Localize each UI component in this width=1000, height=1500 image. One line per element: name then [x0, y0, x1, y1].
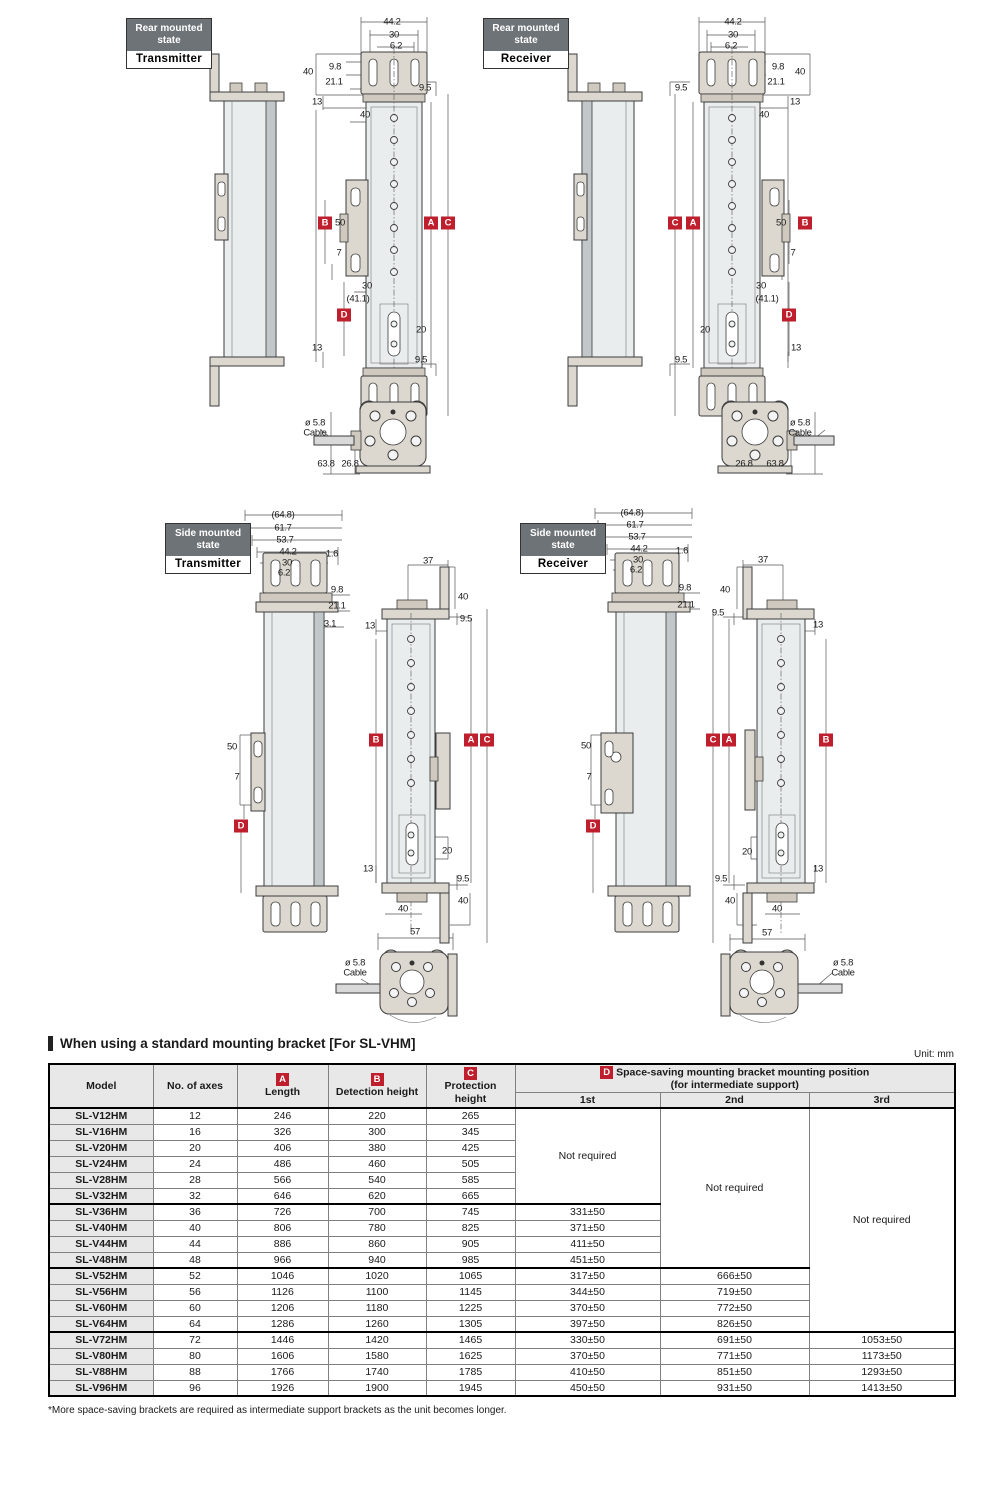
protection-cell: 1145 — [426, 1284, 515, 1300]
diagram-side-transmitter — [160, 505, 520, 1032]
protection-cell: 665 — [426, 1188, 515, 1204]
header-position-sublabel: (for intermediate support) — [670, 1078, 799, 1091]
length-cell: 646 — [237, 1188, 328, 1204]
dim-label: 20 — [416, 324, 426, 336]
length-cell: 1286 — [237, 1316, 328, 1332]
header-detection-label: Detection height — [335, 1086, 419, 1099]
detection-cell: 940 — [328, 1252, 426, 1268]
axes-cell: 88 — [153, 1364, 237, 1380]
axes-cell: 36 — [153, 1204, 237, 1220]
dim-label: 9.5 — [456, 873, 470, 885]
ref-letter-b: B — [819, 734, 833, 747]
model-cell: SL-V16HM — [49, 1124, 153, 1140]
dim-label: 40 — [458, 895, 468, 907]
dim-label: 9.5 — [714, 873, 728, 885]
diagram-rear-transmitter — [118, 12, 468, 494]
protection-cell: 1065 — [426, 1268, 515, 1284]
length-cell: 1446 — [237, 1332, 328, 1348]
detection-cell: 1100 — [328, 1284, 426, 1300]
header-position-label: Space-saving mounting bracket mounting position — [616, 1066, 870, 1078]
cable-diameter-label: ø 5.8 — [304, 417, 326, 429]
side-receiver-drawing — [515, 505, 890, 1032]
header-axes: No. of axes — [153, 1064, 237, 1108]
ref-letter-d: D — [234, 820, 248, 833]
dim-label: 9.8 — [330, 584, 344, 596]
dim-label: 30 — [728, 29, 738, 41]
axes-cell: 44 — [153, 1236, 237, 1252]
model-cell: SL-V56HM — [49, 1284, 153, 1300]
dim-label: 9.8 — [678, 582, 692, 594]
dim-label: 9.5 — [711, 607, 725, 619]
table-row — [49, 1332, 955, 1348]
dim-label: 20 — [700, 324, 710, 336]
dim-label: 13 — [312, 342, 322, 354]
protection-cell: 905 — [426, 1236, 515, 1252]
dim-label: 30 — [362, 280, 372, 292]
axes-cell: 64 — [153, 1316, 237, 1332]
dim-label: 40 — [725, 895, 735, 907]
protection-cell: 1225 — [426, 1300, 515, 1316]
detection-cell: 1420 — [328, 1332, 426, 1348]
protection-cell: 825 — [426, 1220, 515, 1236]
model-cell: SL-V12HM — [49, 1108, 153, 1124]
dim-label: 40 — [795, 66, 805, 78]
model-cell: SL-V80HM — [49, 1348, 153, 1364]
axes-cell: 24 — [153, 1156, 237, 1172]
protection-cell: 265 — [426, 1108, 515, 1124]
length-cell: 486 — [237, 1156, 328, 1172]
dim-label: 9.8 — [771, 61, 785, 73]
axes-cell: 72 — [153, 1332, 237, 1348]
ref-letter-a: A — [722, 734, 736, 747]
detection-cell: 700 — [328, 1204, 426, 1220]
header-length — [237, 1064, 328, 1108]
position-1st-cell: 330±50 — [515, 1332, 660, 1348]
dim-label: 50 — [776, 217, 786, 229]
dim-label: 63.8 — [317, 458, 335, 470]
dim-label: 6.2 — [724, 40, 738, 52]
dim-label: 44.2 — [630, 543, 648, 555]
length-cell: 966 — [237, 1252, 328, 1268]
dim-label: 20 — [442, 845, 452, 857]
position-1st-cell: 331±50 — [515, 1204, 660, 1220]
cable-diameter-label: ø 5.8 — [789, 417, 811, 429]
position-2nd-cell: 826±50 — [660, 1316, 809, 1332]
dim-label: (64.8) — [620, 507, 644, 519]
dim-label: 37 — [758, 554, 768, 566]
position-2nd-cell: 851±50 — [660, 1364, 809, 1380]
detection-cell: 1900 — [328, 1380, 426, 1396]
position-1st-cell: 370±50 — [515, 1300, 660, 1316]
ref-letter-c: C — [668, 217, 682, 230]
dim-label: 61.7 — [274, 522, 292, 534]
model-cell: SL-V32HM — [49, 1188, 153, 1204]
badge-device-label: Receiver — [537, 558, 589, 570]
dim-label: 9.5 — [674, 354, 688, 366]
length-cell: 806 — [237, 1220, 328, 1236]
dim-label: 53.7 — [628, 531, 646, 543]
model-cell: SL-V24HM — [49, 1156, 153, 1172]
position-1st-cell: 370±50 — [515, 1348, 660, 1364]
protection-cell: 505 — [426, 1156, 515, 1172]
length-cell: 1606 — [237, 1348, 328, 1364]
position-1st-cell: 371±50 — [515, 1220, 660, 1236]
header-3rd: 3rd — [809, 1092, 955, 1108]
ref-letter-c: C — [706, 734, 720, 747]
dim-label: 26.8 — [341, 458, 359, 470]
dim-label: 40 — [303, 66, 313, 78]
dim-label: 40 — [398, 903, 408, 915]
length-cell: 1126 — [237, 1284, 328, 1300]
dim-label: 40 — [720, 584, 730, 596]
badge-side-receiver — [520, 523, 606, 574]
detection-cell: 860 — [328, 1236, 426, 1252]
ref-letter-c: C — [480, 734, 494, 747]
dim-label: 1.6 — [675, 545, 689, 557]
dim-label: 7 — [234, 771, 240, 783]
ref-letter-d: D — [782, 309, 796, 322]
position-1st-cell: 411±50 — [515, 1236, 660, 1252]
ref-letter-d: D — [586, 820, 600, 833]
ref-letter-a: A — [424, 217, 438, 230]
dim-label: 26.8 — [735, 458, 753, 470]
unit-label: Unit: mm — [914, 1049, 954, 1060]
ref-letter-c: C — [441, 217, 455, 230]
model-cell: SL-V72HM — [49, 1332, 153, 1348]
axes-cell: 16 — [153, 1124, 237, 1140]
dim-label: 7 — [336, 247, 342, 259]
model-cell: SL-V36HM — [49, 1204, 153, 1220]
position-1st-cell: 344±50 — [515, 1284, 660, 1300]
dim-label: 13 — [365, 620, 375, 632]
dim-label: 13 — [790, 96, 800, 108]
header-2nd: 2nd — [660, 1092, 809, 1108]
ref-letter-c: C — [464, 1067, 477, 1080]
position-1st-cell: 410±50 — [515, 1364, 660, 1380]
dim-label: 30 — [633, 554, 643, 566]
position-2nd-cell: 771±50 — [660, 1348, 809, 1364]
model-cell: SL-V44HM — [49, 1236, 153, 1252]
badge-state-label: Rear mounted state — [127, 19, 211, 51]
dim-label: 30 — [282, 557, 292, 569]
footnote: *More space-saving brackets are required as intermediate support brackets as the unit becomes longer. — [48, 1405, 507, 1416]
dim-label: 9.5 — [418, 82, 432, 94]
badge-side-transmitter — [165, 523, 251, 574]
dim-label: (41.1) — [346, 293, 370, 305]
detection-cell: 1260 — [328, 1316, 426, 1332]
model-cell: SL-V20HM — [49, 1140, 153, 1156]
dim-label: 6.2 — [629, 564, 643, 576]
position-3rd-cell: 1053±50 — [809, 1332, 955, 1348]
table-row — [49, 1348, 955, 1364]
length-cell: 246 — [237, 1108, 328, 1124]
protection-cell: 985 — [426, 1252, 515, 1268]
table-body — [49, 1108, 955, 1396]
dim-label: 30 — [389, 29, 399, 41]
dim-label: 21.1 — [325, 76, 343, 88]
detection-cell: 780 — [328, 1220, 426, 1236]
badge-state-label: Rear mounted state — [484, 19, 568, 51]
model-cell: SL-V88HM — [49, 1364, 153, 1380]
axes-cell: 48 — [153, 1252, 237, 1268]
position-2nd-cell: 931±50 — [660, 1380, 809, 1396]
dim-label: 21.1 — [767, 76, 785, 88]
axes-cell: 40 — [153, 1220, 237, 1236]
axes-cell: 96 — [153, 1380, 237, 1396]
detection-cell: 300 — [328, 1124, 426, 1140]
dim-label: 63.8 — [766, 458, 784, 470]
dim-label: 50 — [335, 217, 345, 229]
length-cell: 1766 — [237, 1364, 328, 1380]
badge-rear-transmitter — [126, 18, 212, 69]
position-3rd-cell: 1173±50 — [809, 1348, 955, 1364]
length-cell: 886 — [237, 1236, 328, 1252]
dim-label: 6.2 — [277, 567, 291, 579]
length-cell: 1206 — [237, 1300, 328, 1316]
mounting-bracket-table — [48, 1063, 956, 1397]
position-2nd-cell: 772±50 — [660, 1300, 809, 1316]
cable-label: Cable — [343, 967, 367, 979]
section-title: When using a standard mounting bracket [For SL-VHM] — [48, 1036, 416, 1051]
dim-label: 44.2 — [724, 16, 742, 28]
dim-label: 9.5 — [674, 82, 688, 94]
table-row — [49, 1364, 955, 1380]
dim-label: (64.8) — [271, 509, 295, 521]
position-3rd-cell: 1293±50 — [809, 1364, 955, 1380]
dim-label: 37 — [423, 555, 433, 567]
dim-label: 13 — [813, 863, 823, 875]
protection-cell: 1785 — [426, 1364, 515, 1380]
table-row — [49, 1108, 955, 1124]
dim-label: 40 — [759, 109, 769, 121]
axes-cell: 12 — [153, 1108, 237, 1124]
dim-label: 50 — [581, 740, 591, 752]
dim-label: 57 — [410, 926, 420, 938]
protection-cell: 1625 — [426, 1348, 515, 1364]
dim-label: 1.6 — [325, 548, 339, 560]
protection-cell: 1945 — [426, 1380, 515, 1396]
detection-cell: 460 — [328, 1156, 426, 1172]
model-cell: SL-V60HM — [49, 1300, 153, 1316]
badge-rear-receiver — [483, 18, 569, 69]
length-cell: 406 — [237, 1140, 328, 1156]
protection-cell: 745 — [426, 1204, 515, 1220]
dim-label: 40 — [458, 591, 468, 603]
position-1st-cell: 451±50 — [515, 1252, 660, 1268]
length-cell: 326 — [237, 1124, 328, 1140]
length-cell: 566 — [237, 1172, 328, 1188]
detection-cell: 220 — [328, 1108, 426, 1124]
ref-letter-b: B — [318, 217, 332, 230]
model-cell: SL-V52HM — [49, 1268, 153, 1284]
position-2nd-cell: 719±50 — [660, 1284, 809, 1300]
ref-letter-b: B — [369, 734, 383, 747]
dim-label: 30 — [756, 280, 766, 292]
position-2nd-merged-cell: Not required — [660, 1108, 809, 1268]
detection-cell: 1740 — [328, 1364, 426, 1380]
axes-cell: 80 — [153, 1348, 237, 1364]
axes-cell: 60 — [153, 1300, 237, 1316]
dim-label: 53.7 — [276, 534, 294, 546]
model-cell: SL-V40HM — [49, 1220, 153, 1236]
cable-label: Cable — [303, 427, 327, 439]
ref-letter-b: B — [371, 1073, 384, 1086]
position-2nd-cell: 666±50 — [660, 1268, 809, 1284]
axes-cell: 32 — [153, 1188, 237, 1204]
diagram-side-receiver — [515, 505, 890, 1032]
header-protection-label: Protection height — [444, 1080, 497, 1105]
dim-label: 9.5 — [414, 354, 428, 366]
dim-label: 7 — [586, 771, 592, 783]
dim-label: 21.1 — [677, 599, 695, 611]
cable-label: Cable — [831, 967, 855, 979]
dim-label: 50 — [227, 741, 237, 753]
detection-cell: 380 — [328, 1140, 426, 1156]
ref-letter-a: A — [464, 734, 478, 747]
header-detection — [328, 1064, 426, 1108]
ref-letter-d: D — [337, 309, 351, 322]
model-cell: SL-V48HM — [49, 1252, 153, 1268]
rear-transmitter-drawing — [118, 12, 468, 494]
position-3rd-merged-cell: Not required — [809, 1108, 955, 1332]
dim-label: 61.7 — [626, 519, 644, 531]
cable-diameter-label: ø 5.8 — [344, 957, 366, 969]
position-1st-merged-cell: Not required — [515, 1108, 660, 1204]
position-3rd-cell: 1413±50 — [809, 1380, 955, 1396]
axes-cell: 52 — [153, 1268, 237, 1284]
dim-label: 40 — [360, 109, 370, 121]
dim-label: 7 — [790, 247, 796, 259]
ref-letter-d: D — [600, 1066, 613, 1079]
cable-diameter-label: ø 5.8 — [832, 957, 854, 969]
dim-label: 13 — [813, 619, 823, 631]
position-1st-cell: 450±50 — [515, 1380, 660, 1396]
protection-cell: 345 — [426, 1124, 515, 1140]
ref-letter-b: B — [798, 217, 812, 230]
ref-letter-a: A — [686, 217, 700, 230]
detection-cell: 540 — [328, 1172, 426, 1188]
header-length-label: Length — [265, 1086, 300, 1099]
dim-label: 13 — [791, 342, 801, 354]
header-position-group — [515, 1064, 955, 1092]
badge-state-label: Side mounted state — [521, 524, 605, 556]
position-2nd-cell: 691±50 — [660, 1332, 809, 1348]
model-cell: SL-V64HM — [49, 1316, 153, 1332]
protection-cell: 1305 — [426, 1316, 515, 1332]
dim-label: 44.2 — [279, 546, 297, 558]
dim-label: 57 — [762, 927, 772, 939]
dim-label: 40 — [772, 903, 782, 915]
dim-label: 13 — [363, 863, 373, 875]
detection-cell: 1180 — [328, 1300, 426, 1316]
badge-device-label: Transmitter — [175, 558, 241, 570]
model-cell: SL-V28HM — [49, 1172, 153, 1188]
dim-label: 20 — [742, 846, 752, 858]
dim-label: 44.2 — [383, 16, 401, 28]
detection-cell: 1580 — [328, 1348, 426, 1364]
dim-label: 9.8 — [328, 61, 342, 73]
badge-state-label: Side mounted state — [166, 524, 250, 556]
header-model: Model — [49, 1064, 153, 1108]
table-row — [49, 1380, 955, 1396]
protection-cell: 425 — [426, 1140, 515, 1156]
position-1st-cell: 397±50 — [515, 1316, 660, 1332]
ref-letter-a: A — [276, 1073, 289, 1086]
axes-cell: 20 — [153, 1140, 237, 1156]
axes-cell: 28 — [153, 1172, 237, 1188]
protection-cell: 1465 — [426, 1332, 515, 1348]
dim-label: (41.1) — [755, 293, 779, 305]
header-protection — [426, 1064, 515, 1108]
model-cell: SL-V96HM — [49, 1380, 153, 1396]
cable-label: Cable — [788, 427, 812, 439]
badge-device-label: Transmitter — [136, 53, 202, 65]
badge-device-label: Receiver — [500, 53, 552, 65]
position-1st-cell: 317±50 — [515, 1268, 660, 1284]
protection-cell: 585 — [426, 1172, 515, 1188]
length-cell: 1046 — [237, 1268, 328, 1284]
length-cell: 726 — [237, 1204, 328, 1220]
detection-cell: 1020 — [328, 1268, 426, 1284]
dim-label: 9.5 — [459, 613, 473, 625]
length-cell: 1926 — [237, 1380, 328, 1396]
dim-label: 6.2 — [389, 40, 403, 52]
header-1st: 1st — [515, 1092, 660, 1108]
dim-label: 21.1 — [328, 600, 346, 612]
detection-cell: 620 — [328, 1188, 426, 1204]
dim-label: 13 — [312, 96, 322, 108]
dim-label: 3.1 — [323, 618, 337, 630]
diagram-rear-receiver — [478, 12, 838, 494]
axes-cell: 56 — [153, 1284, 237, 1300]
